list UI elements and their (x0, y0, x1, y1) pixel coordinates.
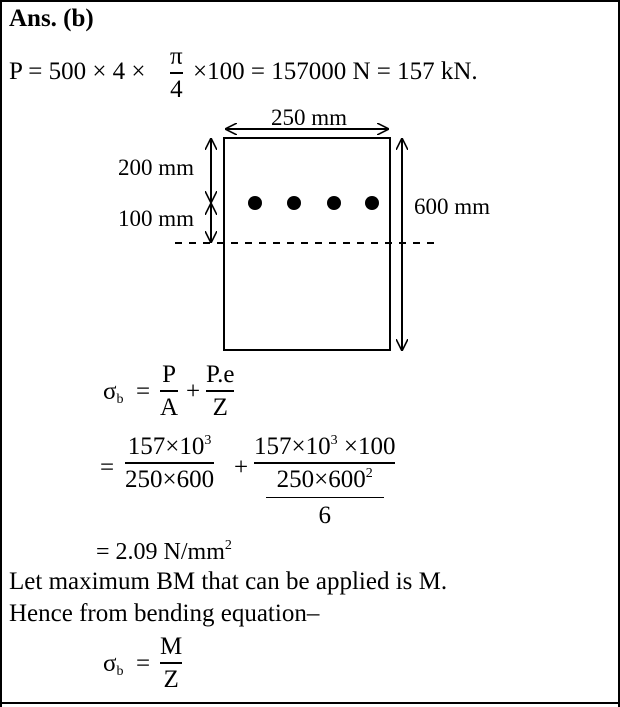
equals-sign: = (136, 378, 151, 405)
modulus-base: 250×600 (276, 465, 366, 493)
fraction-bar (160, 390, 178, 392)
plus-sign: + (186, 378, 201, 405)
width-label: 250 mm (271, 105, 348, 130)
p-over-a-fraction (160, 362, 178, 420)
numerator-multiplier: ×100 (337, 433, 396, 460)
denominator: Z (163, 665, 179, 693)
answer-heading: Ans. (b) (9, 5, 94, 32)
sigma-symbol: σ (103, 378, 117, 405)
m-over-z-fraction (160, 634, 182, 692)
bending-stress-fraction (254, 434, 395, 528)
mid-offset-label: 100 mm (118, 206, 195, 231)
numerator: P (162, 361, 176, 388)
fraction-bar (160, 662, 182, 664)
numerator (128, 434, 212, 459)
modulus-denominator: 6 (318, 502, 331, 529)
sigma-subscript: b (116, 664, 124, 679)
pe-over-z-fraction (206, 362, 234, 420)
tendon-dot (248, 196, 262, 210)
stress-result-exponent: 2 (224, 538, 232, 553)
numerator (254, 434, 395, 459)
numerator-base: 157×10 (127, 433, 205, 460)
numerator-base: 157×10 (254, 433, 331, 460)
fraction-bar (266, 497, 384, 499)
equals-sign: = (100, 454, 115, 481)
load-equation-rhs-text: ×100 = 157000 N = 157 kN. (193, 58, 478, 85)
sigma-b-symbol (103, 378, 124, 407)
text-line-2: Hence from bending equation– (9, 600, 320, 627)
modulus-exponent: 2 (365, 465, 373, 481)
stress-result (96, 540, 232, 564)
text-line-1: Let maximum BM that can be applied is M. (9, 568, 448, 595)
sigma-b-symbol (103, 650, 124, 679)
sigma-symbol: σ (103, 650, 117, 677)
fraction-bar (254, 462, 395, 464)
section-modulus-fraction (266, 467, 384, 529)
denominator: A (160, 393, 179, 421)
numerator-exponent: 3 (330, 433, 338, 448)
modulus-numerator (277, 467, 373, 492)
direct-stress-fraction (125, 434, 214, 492)
denominator: 250×600 (125, 465, 215, 493)
sigma-subscript: b (116, 392, 124, 407)
fraction-bar (125, 462, 214, 464)
pi-symbol: π (170, 43, 183, 70)
plus-sign: + (234, 454, 249, 481)
stress-result-value: = 2.09 N/mm (96, 539, 225, 565)
fraction-bar (206, 390, 234, 392)
tendon-dot (327, 196, 341, 210)
denominator: Z (212, 393, 228, 421)
top-offset-label: 200 mm (118, 155, 195, 180)
four-denominator: 4 (170, 75, 183, 103)
height-label: 600 mm (414, 194, 491, 219)
numerator: M (160, 633, 183, 660)
load-equation-lhs: P = 500 × 4 × (9, 58, 146, 85)
numerator: P.e (206, 361, 235, 388)
tendon-dot (365, 196, 379, 210)
numerator-exponent: 3 (204, 433, 212, 448)
equals-sign: = (136, 650, 151, 677)
tendon-dot (287, 196, 301, 210)
